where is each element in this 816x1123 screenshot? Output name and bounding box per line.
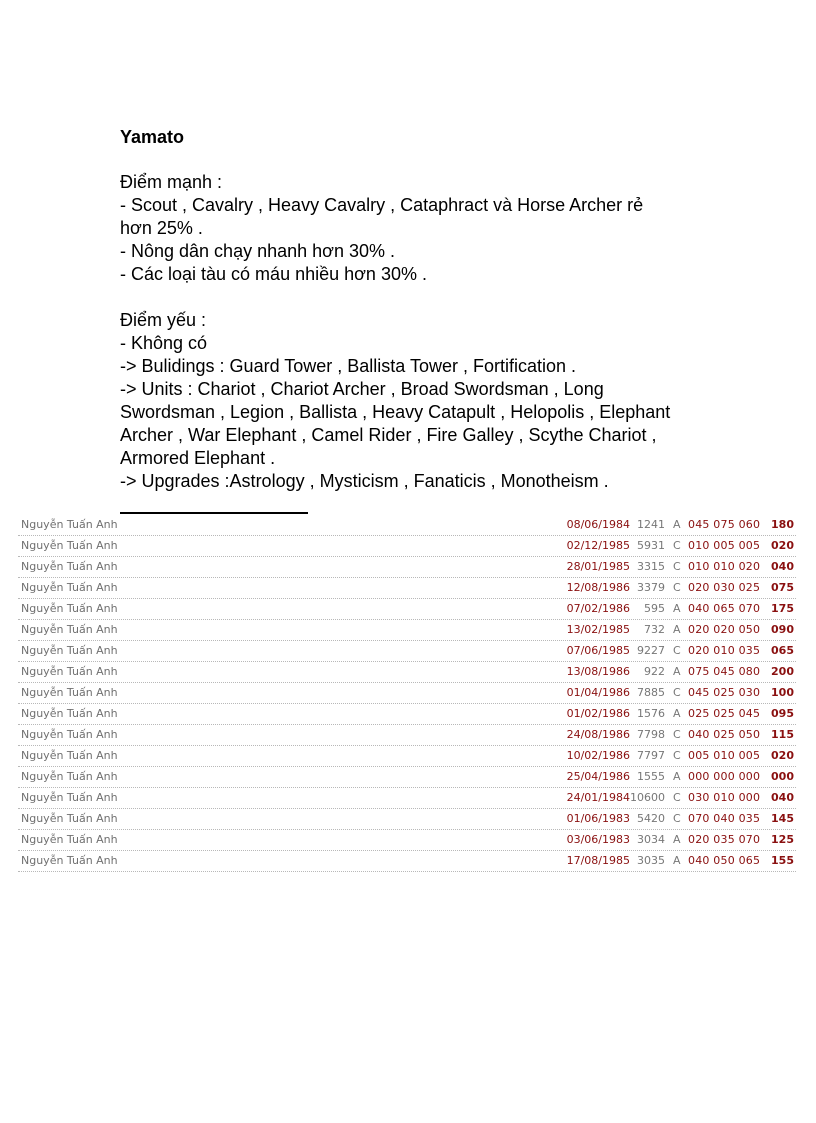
row-class: A	[673, 518, 681, 531]
table-row	[18, 662, 796, 683]
row-class: C	[673, 581, 681, 594]
row-date: 01/06/1983	[566, 812, 630, 825]
row-total: 180	[771, 518, 794, 531]
row-number: 5420	[637, 812, 665, 825]
table-row	[18, 725, 796, 746]
row-date: 13/02/1985	[566, 623, 630, 636]
row-class: C	[673, 686, 681, 699]
row-name: Nguyễn Tuấn Anh	[21, 749, 118, 762]
row-total: 155	[771, 854, 794, 867]
row-total: 125	[771, 833, 794, 846]
row-date: 01/04/1986	[566, 686, 630, 699]
row-name: Nguyễn Tuấn Anh	[21, 854, 118, 867]
row-date: 02/12/1985	[566, 539, 630, 552]
row-date: 07/06/1985	[566, 644, 630, 657]
row-total: 040	[771, 791, 794, 804]
row-values: 020 020 050	[688, 623, 761, 636]
row-class: C	[673, 728, 681, 741]
row-total: 065	[771, 644, 794, 657]
table-row	[18, 767, 796, 788]
row-name: Nguyễn Tuấn Anh	[21, 644, 118, 657]
row-number: 1576	[637, 707, 665, 720]
row-values: 045 075 060	[688, 518, 761, 531]
row-number: 7885	[637, 686, 665, 699]
row-total: 090	[771, 623, 794, 636]
table-row	[18, 578, 796, 599]
row-total: 115	[771, 728, 794, 741]
row-number: 3379	[637, 581, 665, 594]
row-values: 040 050 065	[688, 854, 761, 867]
strengths-line: hơn 25% .	[120, 218, 203, 238]
row-name: Nguyễn Tuấn Anh	[21, 728, 118, 741]
row-values: 020 035 070	[688, 833, 761, 846]
row-class: A	[673, 665, 681, 678]
row-class: C	[673, 539, 681, 552]
table-row	[18, 641, 796, 662]
row-number: 5931	[637, 539, 665, 552]
weaknesses-line: - Không có	[120, 333, 208, 353]
row-total: 095	[771, 707, 794, 720]
row-name: Nguyễn Tuấn Anh	[21, 623, 118, 636]
row-name: Nguyễn Tuấn Anh	[21, 560, 118, 573]
row-date: 12/08/1986	[566, 581, 630, 594]
row-total: 175	[771, 602, 794, 615]
row-total: 000	[771, 770, 794, 783]
row-number: 732	[644, 623, 665, 636]
row-date: 24/01/1984	[566, 791, 630, 804]
row-class: C	[673, 791, 681, 804]
row-date: 24/08/1986	[566, 728, 630, 741]
row-name: Nguyễn Tuấn Anh	[21, 686, 118, 699]
weaknesses-line: Archer , War Elephant , Camel Rider , Fire Galley , Scythe Chariot ,	[120, 425, 657, 445]
table-row	[18, 809, 796, 830]
weaknesses-section	[120, 309, 700, 493]
document-title: Yamato	[120, 127, 185, 147]
row-values: 045 025 030	[688, 686, 761, 699]
row-date: 25/04/1986	[566, 770, 630, 783]
paragraph-gap	[120, 286, 700, 309]
strengths-section	[120, 171, 700, 286]
row-date: 17/08/1985	[566, 854, 630, 867]
table-row	[18, 620, 796, 641]
table-row	[18, 788, 796, 809]
row-number: 7798	[637, 728, 665, 741]
weaknesses-line: -> Upgrades :Astrology , Mysticism , Fanaticis , Monotheism .	[120, 471, 609, 491]
row-date: 03/06/1983	[566, 833, 630, 846]
table-row	[18, 536, 796, 557]
row-total: 040	[771, 560, 794, 573]
row-total: 100	[771, 686, 794, 699]
weaknesses-line: -> Units : Chariot , Chariot Archer , Broad Swordsman , Long	[120, 379, 604, 399]
row-class: A	[673, 623, 681, 636]
row-date: 10/02/1986	[566, 749, 630, 762]
row-values: 020 030 025	[688, 581, 761, 594]
strengths-line: - Các loại tàu có máu nhiều hơn 30% .	[120, 264, 427, 284]
table-row	[18, 830, 796, 851]
score-table	[18, 515, 796, 872]
weaknesses-line: -> Bulidings : Guard Tower , Ballista Tower , Fortification .	[120, 356, 577, 376]
row-name: Nguyễn Tuấn Anh	[21, 833, 118, 846]
row-name: Nguyễn Tuấn Anh	[21, 539, 118, 552]
row-number: 1241	[637, 518, 665, 531]
separator-rule	[120, 512, 308, 514]
row-name: Nguyễn Tuấn Anh	[21, 665, 118, 678]
weaknesses-line: Swordsman , Legion , Ballista , Heavy Catapult , Helopolis , Elephant	[120, 402, 671, 422]
row-class: C	[673, 749, 681, 762]
row-name: Nguyễn Tuấn Anh	[21, 812, 118, 825]
row-values: 010 010 020	[688, 560, 761, 573]
row-total: 145	[771, 812, 794, 825]
row-class: C	[673, 812, 681, 825]
row-number: 3315	[637, 560, 665, 573]
row-values: 040 065 070	[688, 602, 761, 615]
row-values: 030 010 000	[688, 791, 761, 804]
row-values: 005 010 005	[688, 749, 761, 762]
row-values: 070 040 035	[688, 812, 761, 825]
row-number: 1555	[637, 770, 665, 783]
row-values: 010 005 005	[688, 539, 761, 552]
table-row	[18, 746, 796, 767]
row-number: 9227	[637, 644, 665, 657]
row-values: 040 025 050	[688, 728, 761, 741]
row-total: 200	[771, 665, 794, 678]
row-name: Nguyễn Tuấn Anh	[21, 770, 118, 783]
row-class: A	[673, 707, 681, 720]
weaknesses-line: Armored Elephant .	[120, 448, 276, 468]
row-number: 595	[644, 602, 665, 615]
row-total: 020	[771, 749, 794, 762]
strengths-line: - Scout , Cavalry , Heavy Cavalry , Cataphract và Horse Archer rẻ	[120, 195, 644, 215]
row-number: 3035	[637, 854, 665, 867]
row-values: 025 025 045	[688, 707, 761, 720]
row-name: Nguyễn Tuấn Anh	[21, 518, 118, 531]
row-name: Nguyễn Tuấn Anh	[21, 581, 118, 594]
row-class: C	[673, 644, 681, 657]
row-total: 020	[771, 539, 794, 552]
table-row	[18, 683, 796, 704]
row-name: Nguyễn Tuấn Anh	[21, 602, 118, 615]
row-class: A	[673, 833, 681, 846]
strengths-line: - Nông dân chạy nhanh hơn 30% .	[120, 241, 395, 261]
row-date: 01/02/1986	[566, 707, 630, 720]
row-date: 07/02/1986	[566, 602, 630, 615]
row-values: 075 045 080	[688, 665, 761, 678]
table-row	[18, 515, 796, 536]
table-row	[18, 851, 796, 872]
row-class: A	[673, 770, 681, 783]
row-number: 7797	[637, 749, 665, 762]
strengths-heading: Điểm mạnh :	[120, 172, 223, 192]
row-total: 075	[771, 581, 794, 594]
row-number: 922	[644, 665, 665, 678]
row-name: Nguyễn Tuấn Anh	[21, 707, 118, 720]
row-date: 28/01/1985	[566, 560, 630, 573]
row-values: 000 000 000	[688, 770, 761, 783]
row-name: Nguyễn Tuấn Anh	[21, 791, 118, 804]
row-date: 08/06/1984	[566, 518, 630, 531]
row-class: A	[673, 602, 681, 615]
row-class: C	[673, 560, 681, 573]
row-number: 10600	[630, 791, 665, 804]
row-class: A	[673, 854, 681, 867]
row-values: 020 010 035	[688, 644, 761, 657]
document-body	[120, 126, 700, 493]
row-number: 3034	[637, 833, 665, 846]
table-row	[18, 704, 796, 725]
weaknesses-heading: Điểm yếu :	[120, 310, 207, 330]
table-row	[18, 599, 796, 620]
row-date: 13/08/1986	[566, 665, 630, 678]
table-row	[18, 557, 796, 578]
